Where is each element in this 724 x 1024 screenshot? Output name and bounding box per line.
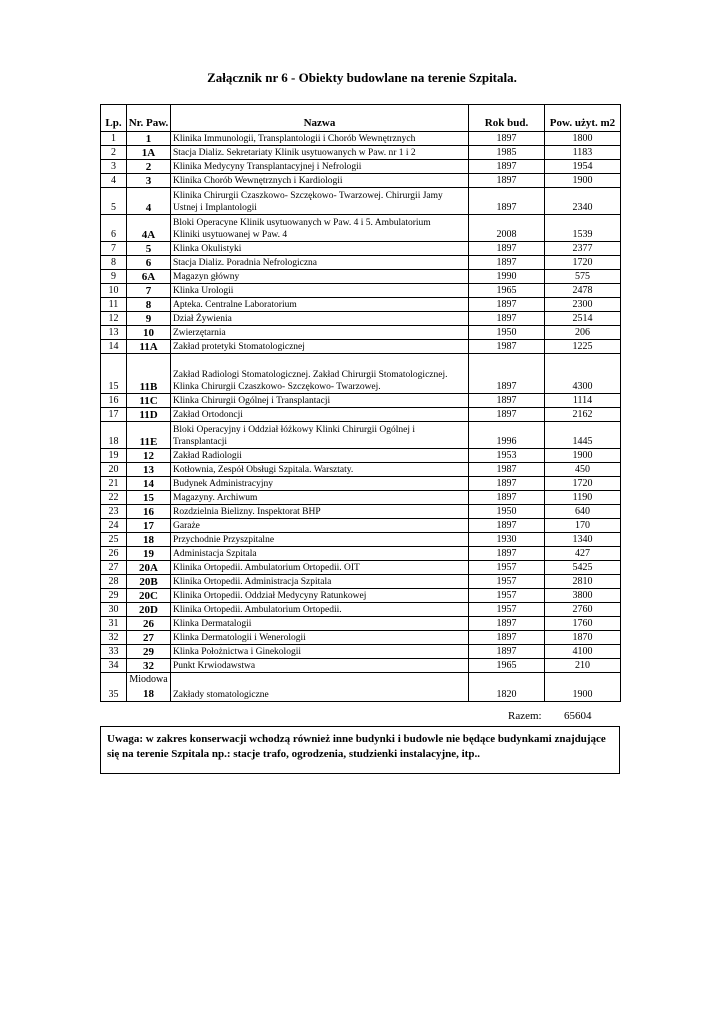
header-paw: Nr. Paw.	[127, 105, 171, 132]
table-row	[101, 463, 621, 477]
cell-lp: 20	[101, 463, 127, 477]
cell-area: 4300	[545, 354, 621, 394]
table-row	[101, 561, 621, 575]
cell-area: 1870	[545, 631, 621, 645]
cell-name: Bloki Operacyne Klinik usytuowanych w Paw. 4 i 5. Ambulatorium Kliniki usytuowanej w Paw. 4	[171, 215, 469, 242]
cell-year: 1987	[469, 340, 545, 354]
cell-name: Kotłownia, Zespół Obsługi Szpitala. Warsztaty.	[171, 463, 469, 477]
cell-paw-street: Miodowa	[129, 674, 168, 685]
table-row	[101, 354, 621, 394]
cell-name: Apteka. Centralne Laboratorium	[171, 298, 469, 312]
cell-area: 5425	[545, 561, 621, 575]
cell-paw: 17	[127, 519, 171, 533]
cell-paw: 27	[127, 631, 171, 645]
table-row	[101, 256, 621, 270]
cell-name: Klinika Immunologii, Transplantologii i Chorób Wewnętrznych	[171, 132, 469, 146]
cell-area: 206	[545, 326, 621, 340]
cell-area: 1340	[545, 533, 621, 547]
cell-area: 1800	[545, 132, 621, 146]
cell-name: Klinka Dermatalogii	[171, 617, 469, 631]
table-row	[101, 394, 621, 408]
cell-name: Przychodnie Przyszpitalne	[171, 533, 469, 547]
cell-year: 1953	[469, 449, 545, 463]
cell-lp: 14	[101, 340, 127, 354]
cell-year: 1897	[469, 477, 545, 491]
cell-area: 1183	[545, 146, 621, 160]
cell-name: Bloki Operacyjny i Oddział łóżkowy Klinki Chirurgii Ogólnej i Transplantacji	[171, 422, 469, 449]
cell-name: Zakład protetyki Stomatologicznej	[171, 340, 469, 354]
cell-year: 1985	[469, 146, 545, 160]
cell-paw: 20D	[127, 603, 171, 617]
table-row	[101, 326, 621, 340]
table-row	[101, 146, 621, 160]
table-row	[101, 533, 621, 547]
cell-paw: 11B	[127, 354, 171, 394]
cell-paw: 1	[127, 132, 171, 146]
cell-area: 1900	[545, 174, 621, 188]
cell-area: 2810	[545, 575, 621, 589]
cell-lp: 29	[101, 589, 127, 603]
cell-name: Punkt Krwiodawstwa	[171, 659, 469, 673]
cell-name: Klinika Medycyny Transplantacyjnej i Nefrologii	[171, 160, 469, 174]
cell-paw: 1A	[127, 146, 171, 160]
cell-lp: 33	[101, 645, 127, 659]
cell-lp: 6	[101, 215, 127, 242]
cell-lp: 24	[101, 519, 127, 533]
cell-area: 1760	[545, 617, 621, 631]
cell-year: 1897	[469, 132, 545, 146]
cell-name: Klinika Chirurgii Czaszkowo- Szczękowo- Twarzowej. Chirurgii Jamy Ustnej i Implantologii	[171, 188, 469, 215]
cell-name: Zakłady stomatologiczne	[171, 673, 469, 702]
cell-lp: 4	[101, 174, 127, 188]
cell-name: Klinika Ortopedii. Oddział Medycyny Ratunkowej	[171, 589, 469, 603]
cell-lp: 30	[101, 603, 127, 617]
cell-paw: 6	[127, 256, 171, 270]
cell-name: Rozdzielnia Bielizny. Inspektorat BHP	[171, 505, 469, 519]
cell-name: Stacja Dializ. Sekretariaty Klinik usytuowanych w Paw. nr 1 i 2	[171, 146, 469, 160]
header-year: Rok bud.	[469, 105, 545, 132]
cell-lp: 17	[101, 408, 127, 422]
table-row	[101, 174, 621, 188]
cell-lp: 35	[101, 673, 127, 702]
cell-year: 1897	[469, 645, 545, 659]
cell-lp: 9	[101, 270, 127, 284]
cell-lp: 34	[101, 659, 127, 673]
cell-paw: 11A	[127, 340, 171, 354]
cell-paw: 32	[127, 659, 171, 673]
cell-name: Budynek Administracyjny	[171, 477, 469, 491]
cell-year: 1897	[469, 242, 545, 256]
table-row	[101, 132, 621, 146]
cell-name: Klinika Ortopedii. Ambulatorium Ortopedii. OIT	[171, 561, 469, 575]
table-row	[101, 160, 621, 174]
cell-paw: 2	[127, 160, 171, 174]
cell-year: 1897	[469, 519, 545, 533]
cell-name: Klinka Urologii	[171, 284, 469, 298]
cell-year: 1996	[469, 422, 545, 449]
cell-year: 1897	[469, 174, 545, 188]
cell-area: 1445	[545, 422, 621, 449]
cell-lp: 25	[101, 533, 127, 547]
cell-area: 170	[545, 519, 621, 533]
cell-area: 2514	[545, 312, 621, 326]
cell-lp: 10	[101, 284, 127, 298]
table-row	[101, 422, 621, 449]
cell-area: 427	[545, 547, 621, 561]
cell-area: 2478	[545, 284, 621, 298]
cell-area: 1114	[545, 394, 621, 408]
cell-year: 1820	[469, 673, 545, 702]
cell-lp: 22	[101, 491, 127, 505]
cell-lp: 27	[101, 561, 127, 575]
cell-paw: 20C	[127, 589, 171, 603]
cell-paw: 5	[127, 242, 171, 256]
cell-area: 1954	[545, 160, 621, 174]
cell-paw: 9	[127, 312, 171, 326]
cell-year: 1897	[469, 188, 545, 215]
cell-lp: 16	[101, 394, 127, 408]
cell-year: 1930	[469, 533, 545, 547]
cell-year: 1897	[469, 256, 545, 270]
header-lp: Lp.	[101, 105, 127, 132]
cell-name: Garaże	[171, 519, 469, 533]
cell-paw: 11C	[127, 394, 171, 408]
table-row	[101, 617, 621, 631]
cell-paw: 26	[127, 617, 171, 631]
cell-paw: 15	[127, 491, 171, 505]
cell-year: 1897	[469, 160, 545, 174]
cell-paw: 11D	[127, 408, 171, 422]
total-label: Razem:	[508, 710, 542, 722]
cell-year: 1897	[469, 408, 545, 422]
cell-year: 1990	[469, 270, 545, 284]
page-title: Załącznik nr 6 - Obiekty budowlane na terenie Szpitala.	[207, 70, 517, 85]
table-row	[101, 298, 621, 312]
cell-year: 1950	[469, 505, 545, 519]
cell-name: Zakład Radiologii	[171, 449, 469, 463]
cell-paw: 10	[127, 326, 171, 340]
cell-area: 4100	[545, 645, 621, 659]
cell-lp: 23	[101, 505, 127, 519]
cell-area: 2377	[545, 242, 621, 256]
cell-lp: 1	[101, 132, 127, 146]
table-row	[101, 519, 621, 533]
table-row	[101, 242, 621, 256]
table-row	[101, 603, 621, 617]
cell-name: Zwierzętarnia	[171, 326, 469, 340]
cell-paw-number: 18	[143, 688, 154, 700]
cell-lp: 7	[101, 242, 127, 256]
table-row	[101, 673, 621, 702]
cell-area: 1720	[545, 477, 621, 491]
table-row	[101, 575, 621, 589]
cell-name: Klinka Położnictwa i Ginekologii	[171, 645, 469, 659]
table-row	[101, 491, 621, 505]
table-row	[101, 631, 621, 645]
cell-name: Klinka Dermatologii i Wenerologii	[171, 631, 469, 645]
cell-area: 640	[545, 505, 621, 519]
cell-year: 1897	[469, 394, 545, 408]
cell-area: 210	[545, 659, 621, 673]
cell-paw: 8	[127, 298, 171, 312]
note-box: Uwaga: w zakres konserwacji wchodzą również inne budynki i budowle nie będące budynkami znajdujące się na terenie Szpitala np.: stacje trafo, ogrodzenia, studzienki instalacyjne, itp..	[100, 726, 620, 774]
cell-area: 575	[545, 270, 621, 284]
cell-paw: 14	[127, 477, 171, 491]
cell-paw: 20B	[127, 575, 171, 589]
cell-name: Klinka Okulistyki	[171, 242, 469, 256]
cell-area: 2760	[545, 603, 621, 617]
cell-name: Klinika Ortopedii. Administracja Szpitala	[171, 575, 469, 589]
cell-name: Zakład Ortodoncji	[171, 408, 469, 422]
cell-paw: 6A	[127, 270, 171, 284]
cell-year: 1897	[469, 312, 545, 326]
cell-paw: 3	[127, 174, 171, 188]
cell-paw: 13	[127, 463, 171, 477]
cell-name: Stacja Dializ. Poradnia Nefrologiczna	[171, 256, 469, 270]
cell-name: Administacja Szpitala	[171, 547, 469, 561]
table-row	[101, 340, 621, 354]
table-row	[101, 449, 621, 463]
cell-paw: 20A	[127, 561, 171, 575]
objects-table	[100, 104, 621, 702]
table-row	[101, 477, 621, 491]
cell-paw: 29	[127, 645, 171, 659]
cell-area: 1539	[545, 215, 621, 242]
cell-paw: 12	[127, 449, 171, 463]
cell-paw: 16	[127, 505, 171, 519]
table-row	[101, 270, 621, 284]
cell-name: Klinika Ortopedii. Ambulatorium Ortopedii.	[171, 603, 469, 617]
cell-area: 1900	[545, 673, 621, 702]
cell-name: Dział Żywienia	[171, 312, 469, 326]
header-name: Nazwa	[171, 105, 469, 132]
table-row	[101, 547, 621, 561]
cell-year: 1897	[469, 547, 545, 561]
cell-lp: 21	[101, 477, 127, 491]
cell-year: 1897	[469, 631, 545, 645]
cell-paw: 4	[127, 188, 171, 215]
cell-lp: 3	[101, 160, 127, 174]
cell-area: 1900	[545, 449, 621, 463]
cell-paw: 19	[127, 547, 171, 561]
cell-paw: 4A	[127, 215, 171, 242]
cell-name: Klinika Chorób Wewnętrznych i Kardiologii	[171, 174, 469, 188]
table-row	[101, 589, 621, 603]
cell-year: 1897	[469, 354, 545, 394]
cell-paw: 18	[127, 533, 171, 547]
cell-lp: 12	[101, 312, 127, 326]
cell-year: 1957	[469, 575, 545, 589]
cell-year: 1957	[469, 561, 545, 575]
table-row	[101, 215, 621, 242]
cell-year: 1897	[469, 298, 545, 312]
cell-area: 2162	[545, 408, 621, 422]
cell-year: 1957	[469, 589, 545, 603]
cell-name: Magazyn główny	[171, 270, 469, 284]
cell-paw: 11E	[127, 422, 171, 449]
table-row	[101, 188, 621, 215]
cell-area: 3800	[545, 589, 621, 603]
cell-year: 1897	[469, 491, 545, 505]
table-row	[101, 408, 621, 422]
cell-name: Magazyny. Archiwum	[171, 491, 469, 505]
cell-year: 1957	[469, 603, 545, 617]
cell-lp: 19	[101, 449, 127, 463]
table-row	[101, 645, 621, 659]
cell-lp: 13	[101, 326, 127, 340]
cell-paw: 7	[127, 284, 171, 298]
cell-lp: 18	[101, 422, 127, 449]
cell-area: 1720	[545, 256, 621, 270]
cell-lp: 2	[101, 146, 127, 160]
total-value: 65604	[564, 710, 592, 722]
cell-name: Zakład Radiologi Stomatologicznej. Zakład Chirurgii Stomatologicznej. Klinka Chirurgii Czaszkowo- Szczękowo- Twarzowej.	[171, 354, 469, 394]
cell-paw	[127, 673, 171, 702]
cell-year: 1965	[469, 659, 545, 673]
cell-lp: 11	[101, 298, 127, 312]
cell-year: 1950	[469, 326, 545, 340]
table-header-row	[101, 105, 621, 132]
cell-area: 1225	[545, 340, 621, 354]
header-area: Pow. użyt. m2	[545, 105, 621, 132]
table-row	[101, 312, 621, 326]
cell-area: 450	[545, 463, 621, 477]
cell-lp: 15	[101, 354, 127, 394]
cell-area: 2300	[545, 298, 621, 312]
table-row	[101, 284, 621, 298]
cell-year: 1897	[469, 617, 545, 631]
cell-lp: 31	[101, 617, 127, 631]
cell-lp: 26	[101, 547, 127, 561]
table-row	[101, 505, 621, 519]
cell-name: Klinka Chirurgii Ogólnej i Transplantacji	[171, 394, 469, 408]
cell-area: 2340	[545, 188, 621, 215]
cell-area: 1190	[545, 491, 621, 505]
cell-year: 1965	[469, 284, 545, 298]
cell-year: 1987	[469, 463, 545, 477]
cell-lp: 8	[101, 256, 127, 270]
cell-year: 2008	[469, 215, 545, 242]
cell-lp: 32	[101, 631, 127, 645]
cell-lp: 5	[101, 188, 127, 215]
cell-lp: 28	[101, 575, 127, 589]
table-row	[101, 659, 621, 673]
